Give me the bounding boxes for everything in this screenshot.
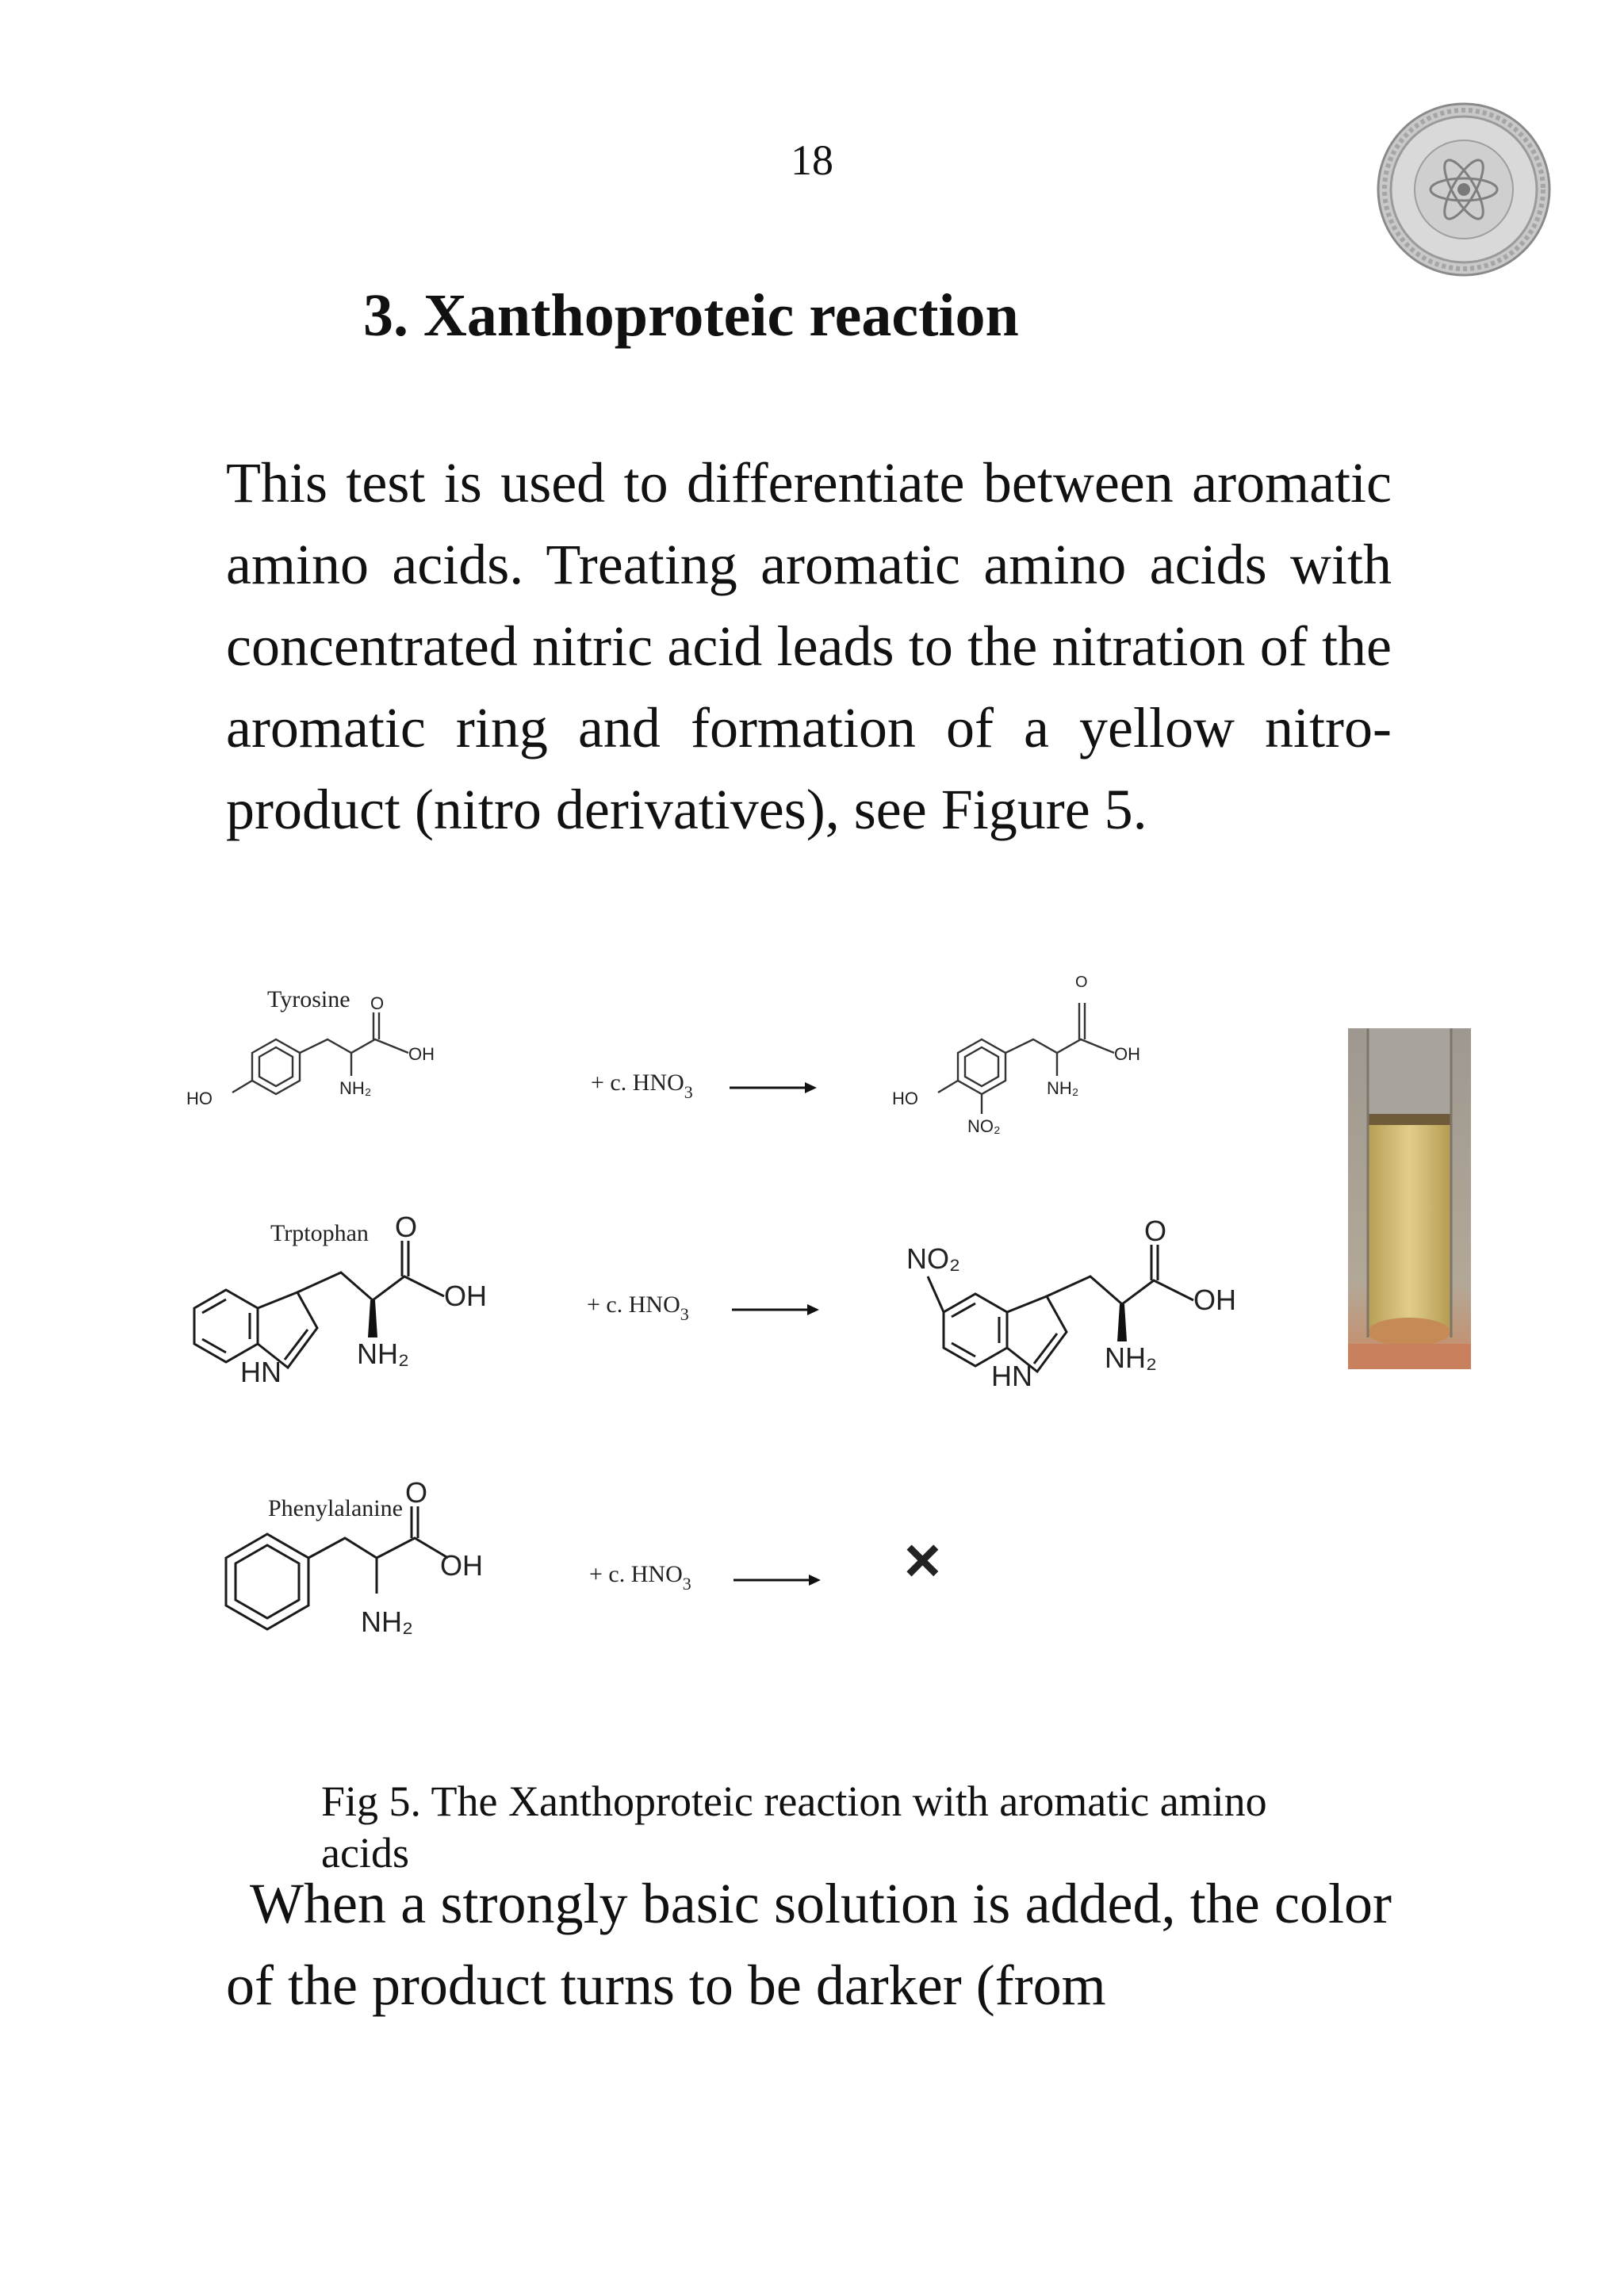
tyrosine-structure	[232, 1012, 408, 1094]
tyrosine-o-label: O	[370, 993, 385, 1013]
reaction-name-phenylalanine: Phenylalanine	[268, 1495, 403, 1521]
university-seal-logo	[1376, 101, 1552, 277]
reagent-label-3: + c. $HNO_3$	[589, 1561, 691, 1594]
nitrotyrosine-no2-label: NO₂	[967, 1116, 1001, 1136]
tyrosine-nh2-label: NH₂	[339, 1078, 372, 1098]
nitrotryptophan-o-label: O	[1144, 1215, 1167, 1247]
section-heading: 3. Xanthoproteic reaction	[363, 282, 1019, 349]
tyrosine-ho-label: HO	[186, 1089, 213, 1108]
reagent-label-2: + c. $HNO_3$	[587, 1292, 689, 1324]
phenylalanine-o-label: O	[405, 1476, 428, 1509]
figure-5	[178, 971, 1487, 1645]
tryptophan-nh2-label: NH₂	[357, 1337, 409, 1370]
nitrotryptophan-nh2-label: NH₂	[1105, 1341, 1157, 1374]
figure-caption-container	[321, 1776, 1352, 1877]
tryptophan-oh-label: OH	[444, 1280, 487, 1312]
tryptophan-o-label: O	[395, 1211, 418, 1243]
figure-caption: Fig 5. The Xanthoproteic reaction with aromatic amino acids	[321, 1777, 1267, 1877]
reaction-arrow-1	[730, 1082, 817, 1093]
reaction-scheme	[178, 971, 1487, 1645]
intro-paragraph: This test is used to differentiate between aromatic amino acids. Treating aromatic amino acids with concentrated nitric acid leads to the nitration of the aromatic ring and formation of a yellow nitro-product (nitro derivatives), see Figure 5.	[226, 451, 1392, 841]
nitrotyrosine-structure	[938, 1003, 1114, 1114]
page-number: 18	[791, 136, 833, 184]
reaction-name-tryptophan: Trptophan	[270, 1220, 369, 1246]
test-tube-photo	[1348, 1028, 1471, 1369]
phenylalanine-oh-label: OH	[440, 1549, 483, 1582]
continuation-paragraph: When a strongly basic solution is added, the color of the product turns to be darker (from	[226, 1872, 1392, 2017]
reaction-name-tyrosine: Tyrosine	[267, 986, 350, 1012]
nitrotyrosine-oh-label: OH	[1114, 1044, 1140, 1064]
nitrotryptophan-no2-label: NO₂	[906, 1242, 960, 1275]
nitrotyrosine-nh2-label: NH₂	[1047, 1078, 1079, 1098]
phenylalanine-nh2-label: NH₂	[361, 1605, 413, 1638]
reaction-arrow-3	[733, 1575, 821, 1586]
reaction-arrow-2	[732, 1304, 819, 1315]
nitrotryptophan-hn-label: HN	[991, 1360, 1032, 1392]
reagent-label-1: + c. $HNO_3$	[591, 1070, 693, 1102]
no-reaction-mark: ×	[904, 1525, 941, 1595]
tyrosine-oh-label: OH	[408, 1044, 435, 1064]
nitrotyrosine-o-label: O	[1075, 974, 1088, 991]
nitrotyrosine-ho-label: HO	[892, 1089, 918, 1108]
tryptophan-hn-label: HN	[240, 1356, 282, 1388]
nitrotryptophan-oh-label: OH	[1193, 1284, 1236, 1316]
phenylalanine-structure	[226, 1506, 448, 1629]
